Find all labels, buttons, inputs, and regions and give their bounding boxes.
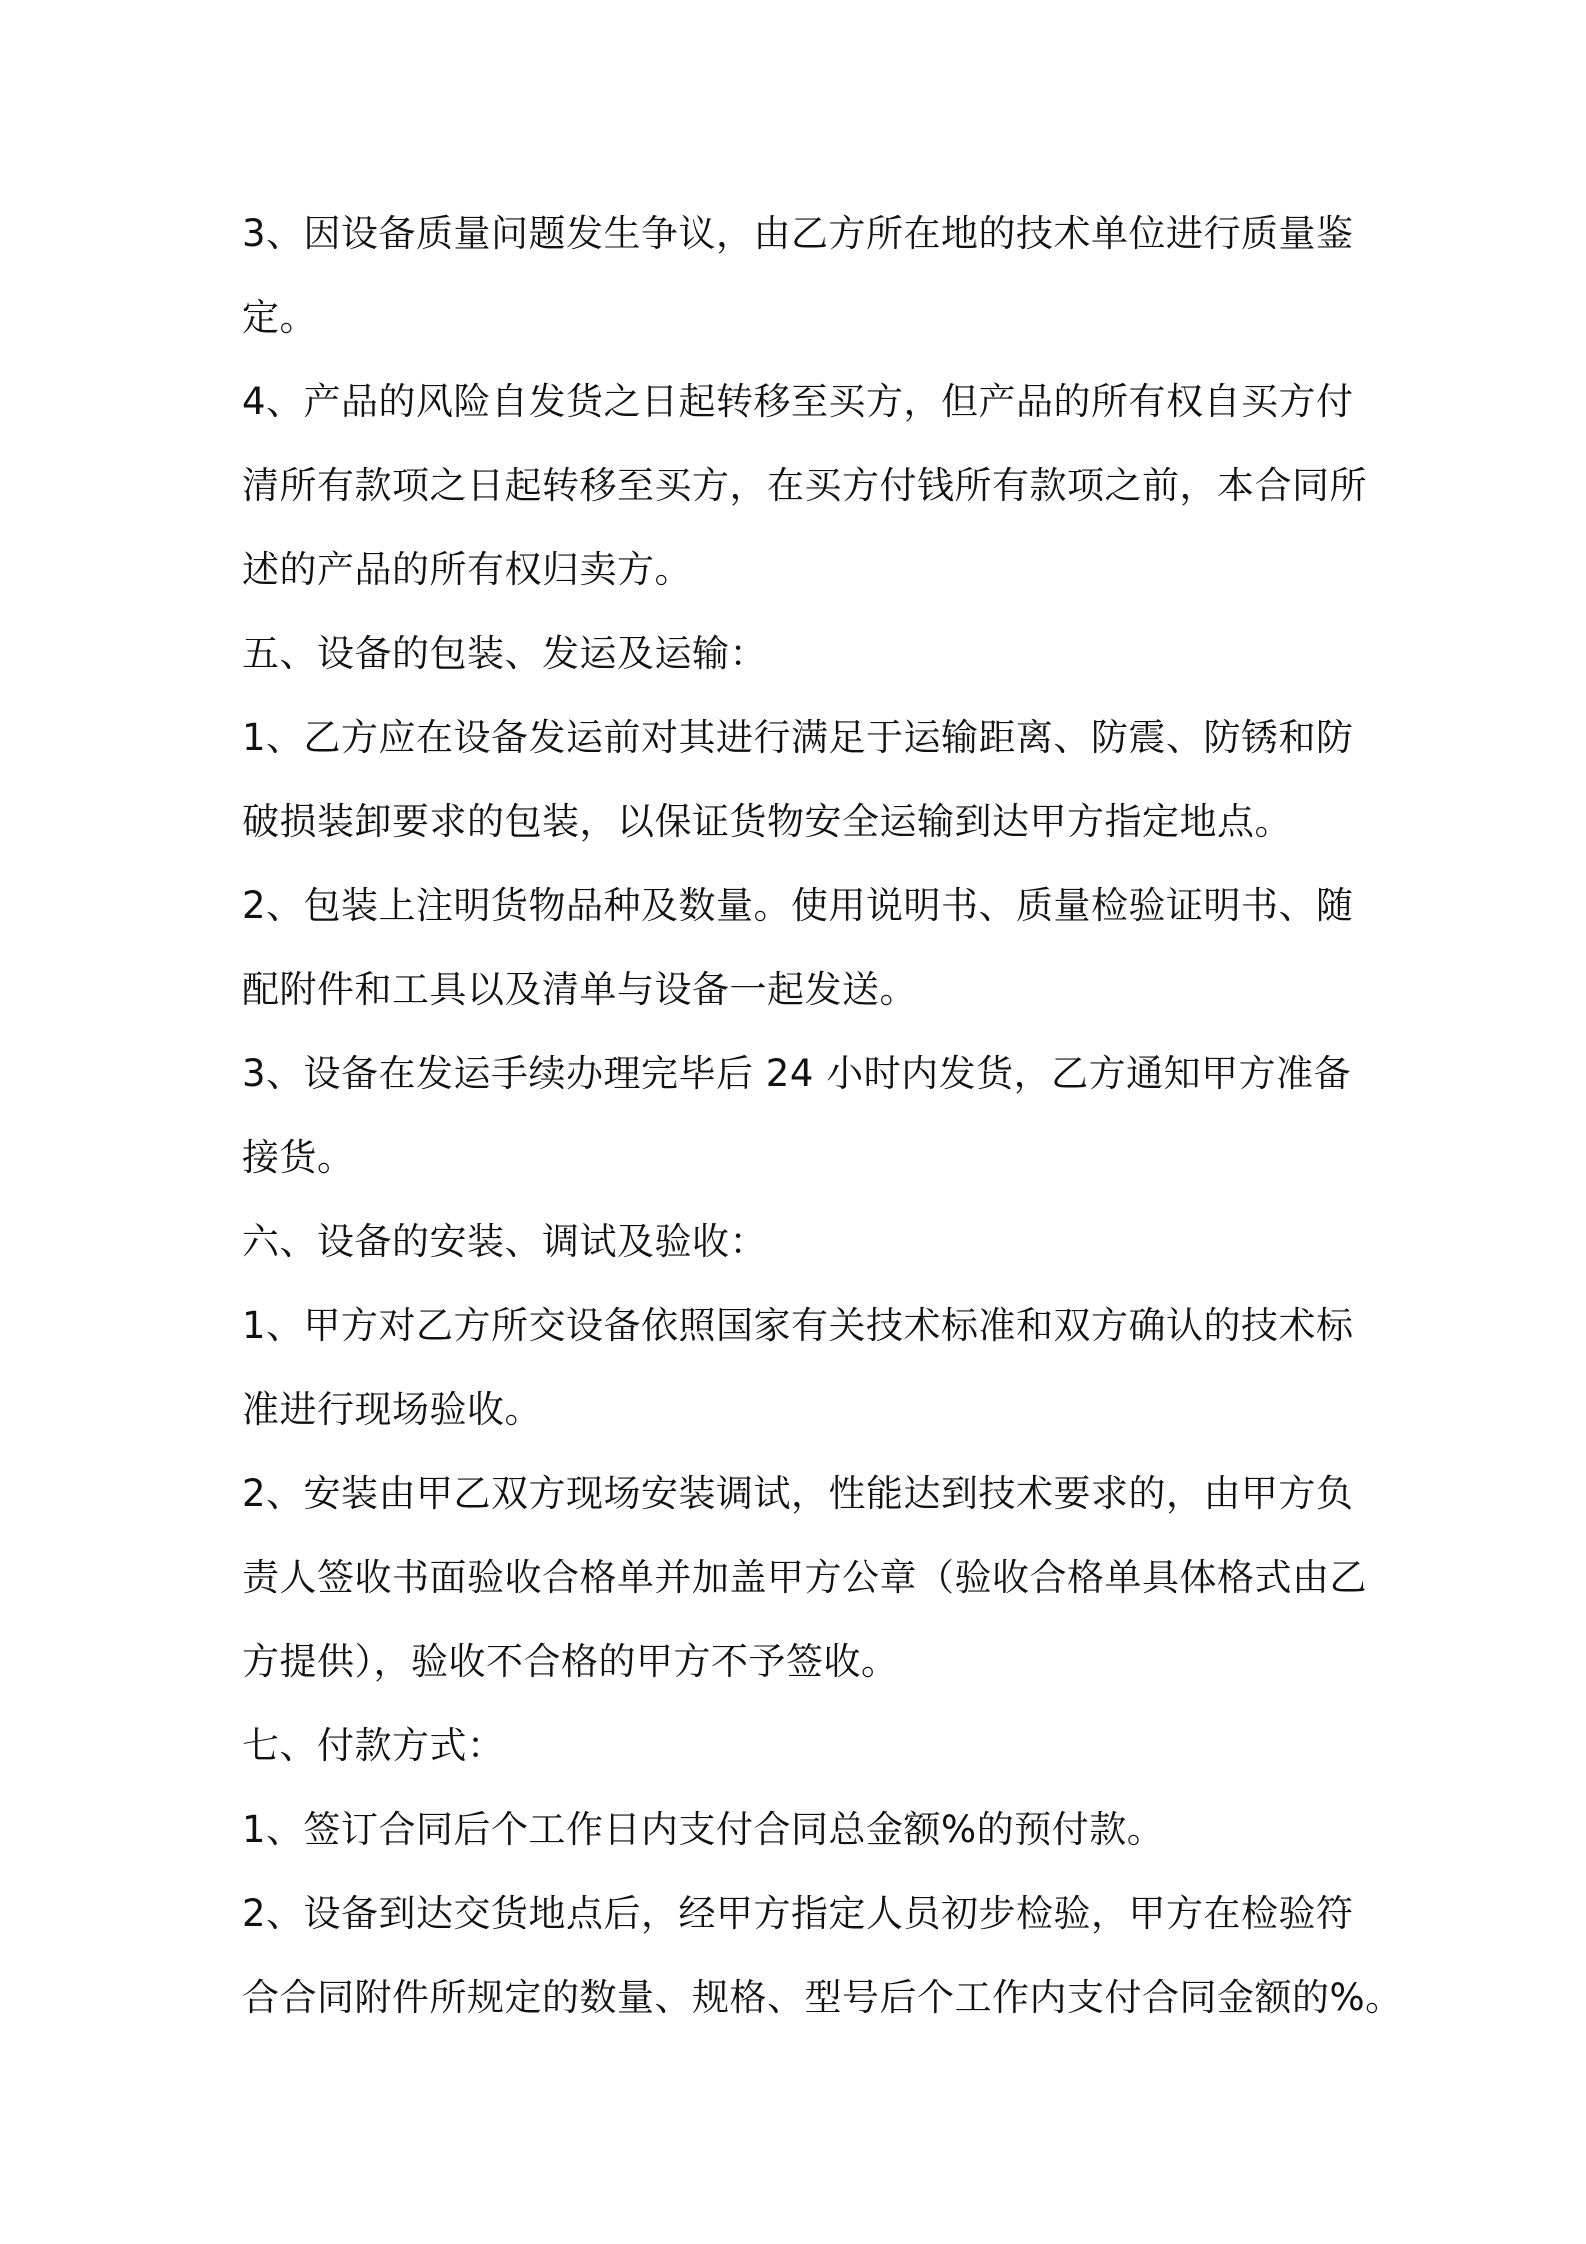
text-line: 配附件和工具以及清单与设备一起发送。 [242, 968, 917, 1011]
text-line: 2、包装上注明货物品种及数量。使用说明书、质量检验证明书、随 [242, 884, 1354, 927]
contract-body-text [242, 192, 1403, 2040]
section-heading-6: 六、设备的安装、调试及验收： [242, 1220, 767, 1263]
section-heading-7: 七、付款方式： [242, 1724, 505, 1767]
text-line: 3、设备在发运手续办理完毕后 24 小时内发货，乙方通知甲方准备 [242, 1052, 1352, 1095]
text-line: 1、乙方应在设备发运前对其进行满足于运输距离、防震、防锈和防 [242, 716, 1354, 759]
text-line: 接货。 [242, 1136, 355, 1179]
text-line: 4、产品的风险自发货之日起转移至买方，但产品的所有权自买方付 [242, 380, 1354, 423]
text-line: 方提供），验收不合格的甲方不予签收。 [242, 1640, 899, 1683]
text-line: 合合同附件所规定的数量、规格、型号后个工作内支付合同金额的%。 [242, 1976, 1403, 2019]
text-line: 1、签订合同后个工作日内支付合同总金额%的预付款。 [242, 1808, 1165, 1851]
text-line: 清所有款项之日起转移至买方，在买方付钱所有款项之前，本合同所 [242, 464, 1367, 507]
section-heading-5: 五、设备的包装、发运及运输： [242, 632, 767, 675]
text-line: 破损装卸要求的包装，以保证货物安全运输到达甲方指定地点。 [242, 800, 1292, 843]
text-line: 2、安装由甲乙双方现场安装调试，性能达到技术要求的，由甲方负 [242, 1472, 1354, 1515]
text-line: 准进行现场验收。 [242, 1388, 542, 1431]
text-line: 2、设备到达交货地点后，经甲方指定人员初步检验，甲方在检验符 [242, 1892, 1354, 1935]
text-line: 3、因设备质量问题发生争议，由乙方所在地的技术单位进行质量鉴 [242, 212, 1354, 255]
text-line: 责人签收书面验收合格单并加盖甲方公章（验收合格单具体格式由乙 [242, 1556, 1367, 1599]
text-line: 定。 [242, 296, 317, 339]
text-line: 述的产品的所有权归卖方。 [242, 548, 692, 591]
text-line: 1、甲方对乙方所交设备依照国家有关技术标准和双方确认的技术标 [242, 1304, 1354, 1347]
